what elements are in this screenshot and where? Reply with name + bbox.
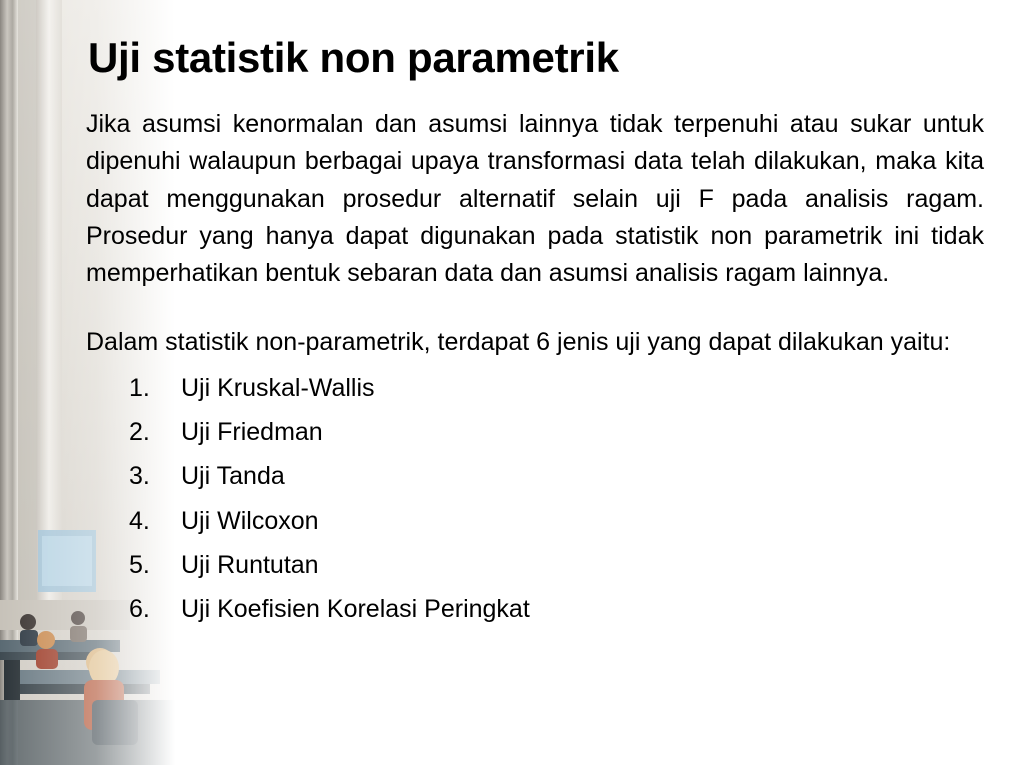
- list-item-label: Uji Runtutan: [181, 550, 319, 579]
- list-number: 5.: [129, 550, 150, 579]
- list-number: 2.: [129, 418, 150, 447]
- list-item-label: Uji Tanda: [181, 462, 285, 491]
- list-item: [86, 410, 984, 454]
- list-item-label: Uji Kruskal-Wallis: [181, 373, 375, 402]
- list-item-label: Uji Koefisien Korelasi Peringkat: [181, 595, 530, 624]
- list-number: 6.: [129, 595, 150, 624]
- slide-title: Uji statistik non parametrik: [88, 34, 619, 81]
- list-item: [86, 587, 984, 631]
- list-number: 3.: [129, 462, 150, 491]
- list-item-label: Uji Friedman: [181, 418, 323, 447]
- intro-paragraph: Jika asumsi kenormalan dan asumsi lainnya tidak terpenuhi atau sukar untuk dipenuhi walaupun berbagai upaya transformasi data telah dilakukan, maka kita dapat menggunakan prosedur alternatif selain uji F pada analisis ragam. Prosedur yang hanya dapat digunakan pada statistik non parametrik ini tidak memperhatikan bentuk sebaran data dan asumsi analisis ragam lainnya.: [86, 110, 984, 288]
- list-number: 1.: [129, 373, 150, 402]
- list-item-label: Uji Wilcoxon: [181, 506, 319, 535]
- list-item: [86, 543, 984, 587]
- test-types-intro: Dalam statistik non-parametrik, terdapat 6 jenis uji yang dapat dilakukan yaitu:: [86, 328, 951, 357]
- test-list: [86, 366, 984, 632]
- slide-body: [86, 106, 984, 632]
- list-item: [86, 499, 984, 543]
- list-item: [86, 366, 984, 410]
- list-item: [86, 454, 984, 498]
- list-number: 4.: [129, 506, 150, 535]
